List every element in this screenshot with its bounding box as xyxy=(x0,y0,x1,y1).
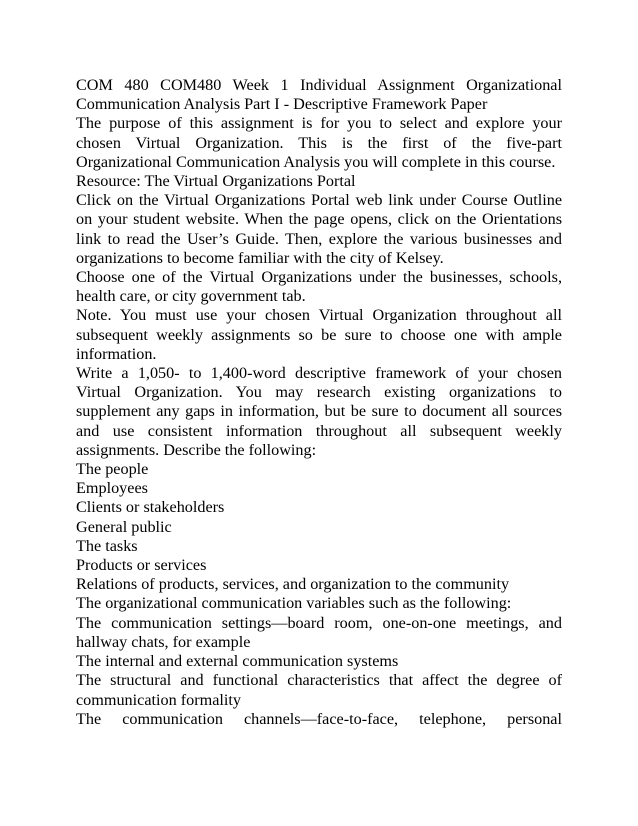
list-item: The tasks xyxy=(76,536,138,555)
choose-paragraph: Choose one of the Virtual Organizations under the businesses, schools, health care, or city government tab. xyxy=(76,268,562,306)
note-paragraph: Note. You must use your chosen Virtual Organization throughout all subsequent weekly assignments so be sure to choose one with ample information. xyxy=(76,306,562,363)
channels-line: The communication channels—face-to-face, telephone, personal xyxy=(76,709,562,728)
list-item: General public xyxy=(76,517,172,536)
document-title: COM 480 COM480 Week 1 Individual Assignment Organizational Communication Analysis Part I - Descriptive Framework Paper xyxy=(76,76,562,114)
list-item: Relations of products, services, and organization to the community xyxy=(76,575,510,594)
document-page xyxy=(76,76,562,729)
systems-line: The internal and external communication systems xyxy=(76,652,399,671)
list-item: Clients or stakeholders xyxy=(76,498,225,517)
structural-paragraph: The structural and functional characteristics that affect the degree of communication formality xyxy=(76,671,562,709)
settings-paragraph: The communication settings—board room, one-on-one meetings, and hallway chats, for example xyxy=(76,613,562,651)
instructions-paragraph: Click on the Virtual Organizations Portal web link under Course Outline on your student website. When the page opens, click on the Orientations link to read the User’s Guide. Then, explore the various businesses and organizations to become familiar with the city of Kelsey. xyxy=(76,191,562,267)
resource-line: Resource: The Virtual Organizations Portal xyxy=(76,172,356,191)
write-paragraph: Write a 1,050- to 1,400-word descriptive framework of your chosen Virtual Organization. You may research existing organizations to supplement any gaps in information, but be sure to document all sources and use consistent information throughout all subsequent weekly assignments. Describe the following: xyxy=(76,364,562,459)
list-item: Products or services xyxy=(76,556,207,575)
list-item: Employees xyxy=(76,479,148,498)
purpose-paragraph: The purpose of this assignment is for you to select and explore your chosen Virtual Organization. This is the first of the five-part Organizational Communication Analysis you will complete in this course. xyxy=(76,114,562,171)
list-item: The people xyxy=(76,460,149,479)
list-item: The organizational communication variables such as the following: xyxy=(76,594,512,613)
